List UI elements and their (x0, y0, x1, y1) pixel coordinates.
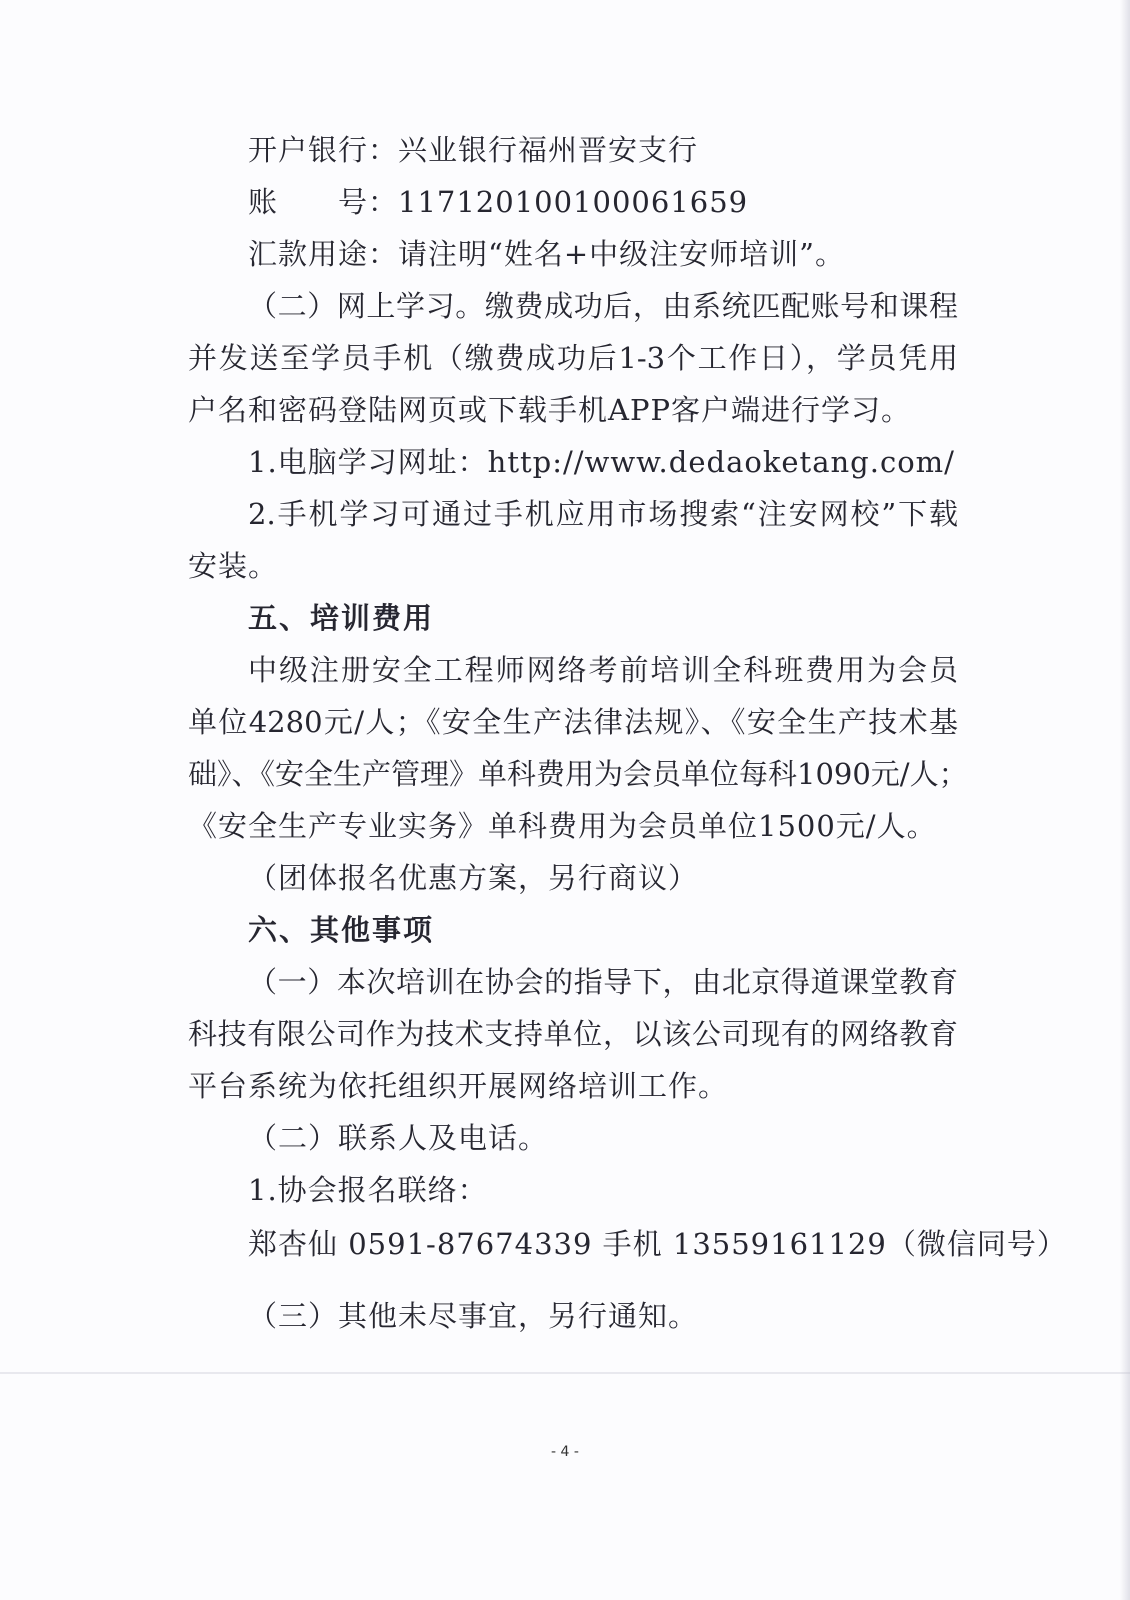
other-item1-line-2: 科技有限公司作为技术支持单位，以该公司现有的网络教育 (188, 1017, 958, 1051)
other-item2-sub: 1.协会报名联络： (248, 1173, 488, 1207)
mobile-line-2: 安装。 (188, 549, 279, 583)
fees-line-4: 《安全生产专业实务》单科费用为会员单位1500元/人。 (188, 809, 937, 843)
fees-heading: 五、培训费用 (248, 601, 435, 635)
account-line: 账 号：117120100100061659 (248, 185, 749, 219)
other-item3: （三）其他未尽事宜，另行通知。 (248, 1299, 699, 1333)
online-study-line-1: （二）网上学习。缴费成功后，由系统匹配账号和课程 (248, 289, 958, 323)
contact-line: 郑杏仙 0591-87674339 手机 13559161129（微信同号） (248, 1227, 1067, 1261)
pc-url-line: 1.电脑学习网址：http://www.dedaoketang.com/ (248, 445, 955, 479)
scan-edge-shadow (1120, 0, 1130, 1600)
purpose-line: 汇款用途：请注明“姓名+中级注安师培训”。 (248, 237, 845, 271)
fees-line-2: 单位4280元/人；《安全生产法律法规》、《安全生产技术基 (188, 705, 958, 739)
other-item1-line-3: 平台系统为依托组织开展网络培训工作。 (188, 1069, 729, 1103)
other-heading: 六、其他事项 (248, 913, 435, 947)
other-item1-line-1: （一）本次培训在协会的指导下，由北京得道课堂教育 (248, 965, 958, 999)
online-study-line-2: 并发送至学员手机（缴费成功后1-3个工作日），学员凭用 (188, 341, 958, 375)
fees-line-1: 中级注册安全工程师网络考前培训全科班费用为会员 (248, 653, 958, 687)
scan-streak (0, 1372, 1130, 1374)
mobile-line-1: 2.手机学习可通过手机应用市场搜索“注安网校”下载 (248, 497, 958, 531)
online-study-line-3: 户名和密码登陆网页或下载手机APP客户端进行学习。 (188, 393, 911, 427)
fees-line-3: 础》、《安全生产管理》单科费用为会员单位每科1090元/人； (188, 757, 968, 791)
other-item2: （二）联系人及电话。 (248, 1121, 549, 1155)
page-number: - 4 - (551, 1444, 579, 1460)
bank-line: 开户银行：兴业银行福州晋安支行 (248, 133, 699, 167)
group-note: （团体报名优惠方案，另行商议） (248, 861, 699, 895)
